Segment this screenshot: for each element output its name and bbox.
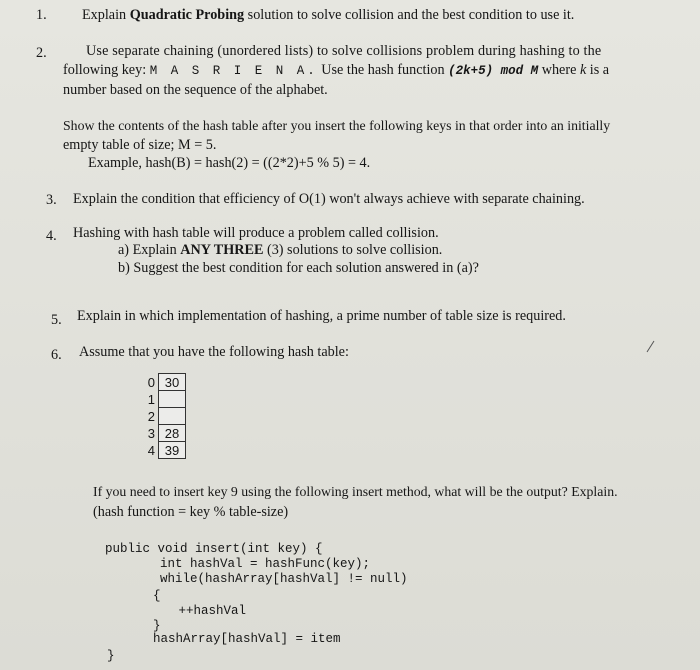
q4-part-b: b) Suggest the best condition for each solution answered in (a)? bbox=[118, 260, 479, 276]
pen-mark-icon bbox=[644, 340, 656, 354]
q2-example: Example, hash(B) = hash(2) = ((2*2)+5 % 5) = 4. bbox=[88, 155, 371, 171]
code-line: ++hashVal bbox=[126, 604, 247, 618]
q2-k: k bbox=[579, 62, 587, 78]
q4-a-bold: ANY THREE bbox=[180, 242, 264, 258]
hash-slot: 30 bbox=[159, 374, 186, 391]
hash-table-row bbox=[142, 391, 186, 408]
hash-index: 4 bbox=[147, 442, 155, 458]
q2-hash-function: (2k+5) mod M bbox=[448, 64, 539, 78]
code-line: while(hashArray[hashVal] != null) bbox=[130, 572, 408, 586]
q3-number: 3. bbox=[46, 192, 57, 208]
q1-rest: solution to solve collision and the best condition to use it. bbox=[244, 7, 575, 23]
q3-text: Explain the condition that efficiency of O(1) won't always achieve with separate chaining. bbox=[73, 191, 585, 207]
q2-line2 bbox=[63, 61, 609, 80]
q2-line5: empty table of size; M = 5. bbox=[63, 137, 217, 153]
hash-slot bbox=[159, 391, 186, 408]
hash-table-row bbox=[142, 442, 186, 459]
code-line: } bbox=[107, 649, 115, 663]
q5-number: 5. bbox=[51, 312, 62, 328]
hash-slot: 28 bbox=[159, 425, 186, 442]
q2-line2-a: following key: bbox=[63, 62, 150, 78]
q1-lead: Explain bbox=[82, 7, 130, 23]
code-line: public void insert(int key) { bbox=[105, 542, 323, 556]
q1-number: 1. bbox=[36, 7, 47, 23]
q1-text bbox=[82, 6, 574, 24]
code-line: hashArray[hashVal] = item bbox=[123, 632, 341, 646]
q2-line3: number based on the sequence of the alphabet. bbox=[63, 82, 328, 98]
hash-index: 0 bbox=[147, 374, 155, 390]
hash-slot: 39 bbox=[159, 442, 186, 459]
hash-index: 1 bbox=[147, 391, 155, 407]
code-line: } bbox=[123, 619, 161, 633]
q4-number: 4. bbox=[46, 228, 57, 244]
q5-text: Explain in which implementation of hashing, a prime number of table size is required. bbox=[77, 308, 566, 324]
q4-part-a bbox=[118, 241, 442, 259]
hash-table-row bbox=[142, 374, 186, 391]
q6-text: Assume that you have the following hash table: bbox=[79, 344, 349, 360]
q2-line1: Use separate chaining (unordered lists) to solve collisions problem during hashing to the bbox=[86, 43, 602, 59]
q2-line2-b: Use the hash function bbox=[317, 62, 449, 78]
hash-index: 2 bbox=[147, 408, 155, 424]
q4-a-pre: a) Explain bbox=[118, 242, 181, 258]
q2-number: 2. bbox=[36, 45, 47, 61]
q1-bold: Quadratic Probing bbox=[129, 7, 245, 23]
hash-index: 3 bbox=[147, 425, 155, 441]
q6-hash-note: (hash function = key % table-size) bbox=[93, 504, 289, 520]
code-line: int hashVal = hashFunc(key); bbox=[130, 557, 371, 571]
q2-line2-d: is a bbox=[586, 62, 610, 78]
code-line: { bbox=[123, 589, 161, 603]
hash-slot bbox=[159, 408, 186, 425]
q4-a-post: (3) solutions to solve collision. bbox=[263, 242, 443, 258]
q4-text: Hashing with hash table will produce a problem called collision. bbox=[73, 225, 439, 241]
hash-table-row bbox=[142, 408, 186, 425]
q6-number: 6. bbox=[51, 347, 62, 363]
q6-insert-question: If you need to insert key 9 using the following insert method, what will be the output? Explain. bbox=[93, 484, 618, 499]
q2-keys: M A S R I E N A. bbox=[149, 64, 318, 78]
q2-line2-c: where bbox=[538, 62, 580, 78]
q2-line4: Show the contents of the hash table after you insert the following keys in that order into an initially bbox=[63, 118, 611, 133]
hash-table-row bbox=[142, 425, 186, 442]
hash-table bbox=[142, 373, 186, 459]
